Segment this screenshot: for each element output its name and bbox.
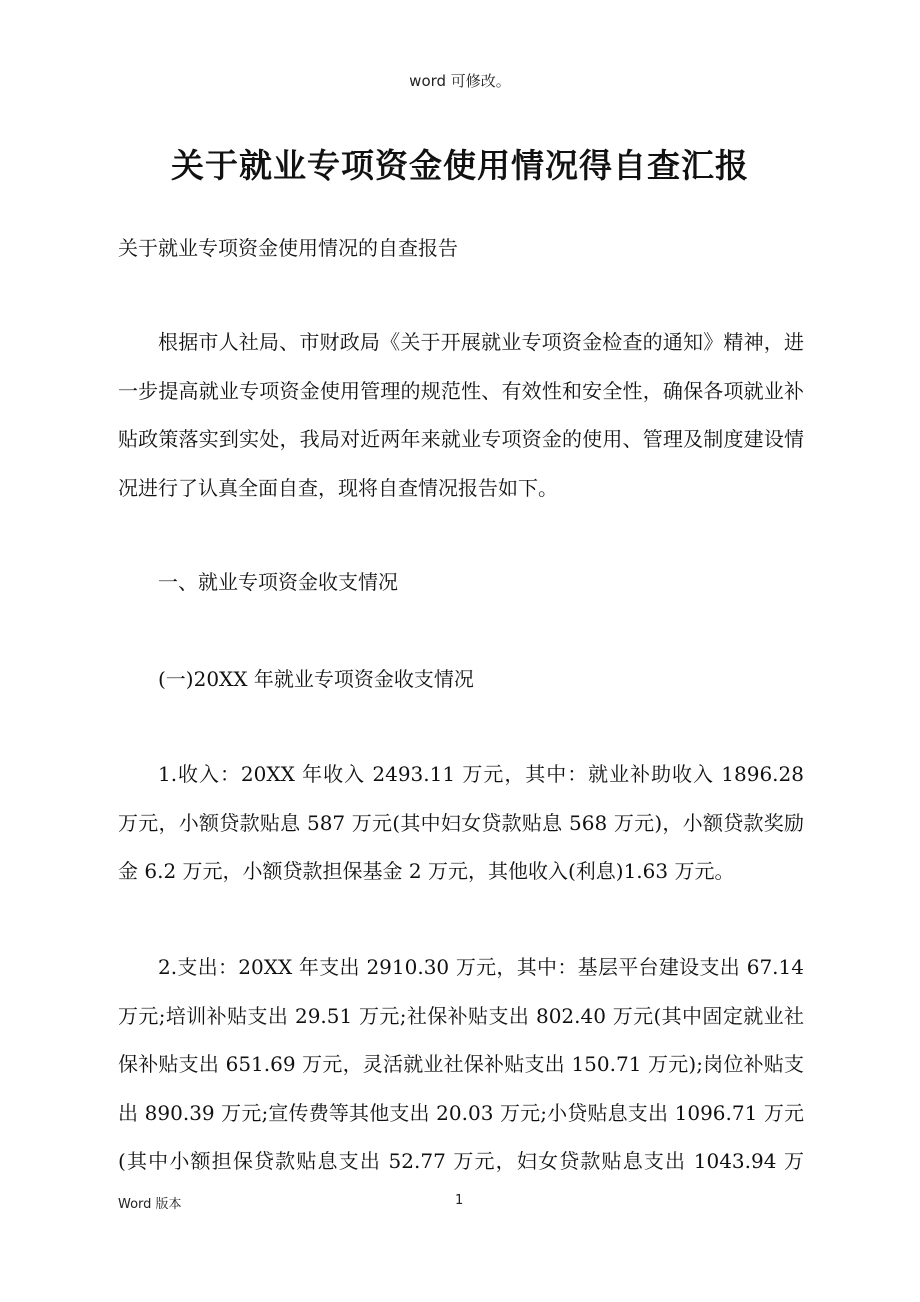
section-heading-1: 一、就业专项资金收支情况 xyxy=(158,570,398,594)
header-note: word 可修改。 xyxy=(409,72,511,90)
document-subtitle: 关于就业专项资金使用情况的自查报告 xyxy=(118,236,458,260)
intro-paragraph: 根据市人社局、市财政局《关于开展就业专项资金检查的通知》精神，进一步提高就业专项资金使用管理的规范性、有效性和安全性，确保各项就业补贴政策落实到实处，我局对近两年来就业专项资金的使用、管理及制度建设情况进行了认真全面自查，现将自查情况报告如下。 xyxy=(118,330,804,500)
expense-paragraph: 2.支出：20XX 年支出 2910.30 万元，其中：基层平台建设支出 67.14 万元;培训补贴支出 29.51 万元;社保补贴支出 802.40 万元(其中固定就业社保补贴支出 651.69 万元，灵活就业社保补贴支出 150.71 万元);岗位补贴支出 890.39 万元;宣传费等其他支出 20.03 万元;小贷贴息支出 1096.71 万元(其中小额担保贷款贴息支出 52.77 万元，妇女贷款贴息支出 1043.94 万 xyxy=(118,955,804,1173)
page-number: 1 xyxy=(455,1193,464,1208)
document-title: 关于就业专项资金使用情况得自查汇报 xyxy=(171,146,749,185)
income-paragraph: 1.收入：20XX 年收入 2493.11 万元，其中：就业补助收入 1896.28 万元，小额贷款贴息 587 万元(其中妇女贷款贴息 568 万元)，小额贷款奖励金 6.2 万元，小额贷款担保基金 2 万元，其他收入(利息)1.63 万元。 xyxy=(118,762,804,883)
subsection-heading-1: (一)20XX 年就业专项资金收支情况 xyxy=(158,667,474,691)
footer-label: Word 版本 xyxy=(118,1197,182,1212)
